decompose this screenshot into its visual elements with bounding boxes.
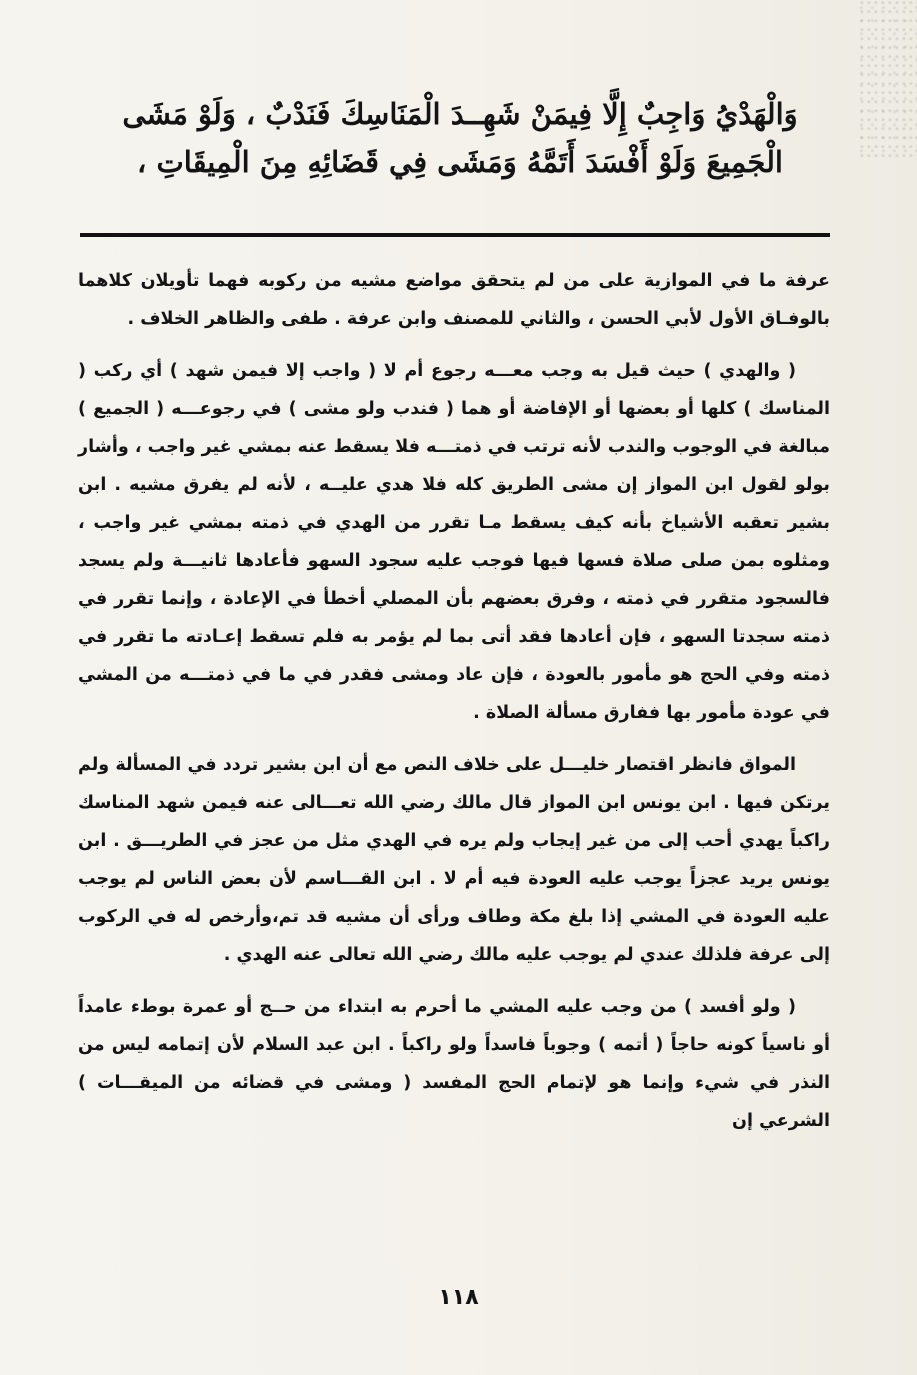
paragraph: ( ولو أفسد ) من وجب عليه المشي ما أحرم به ابتداء من حــج أو عمرة بوطء عامداً أو ناسياً كونه حاجاً ( أتمه ) وجوباً فاسداً ولو راكباً . ابن عبد السلام لأن إتمامه ليس من النذر في شيء وإنما هو لإتمام الحج المفسد ( ومشى في قضائه من الميقـــات ) الشرعي إن — [78, 997, 830, 1131]
matn-line-2: الْجَمِيعَ وَلَوْ أَفْسَدَ أَتَمَّهُ وَمَشَى فِي قَضَائِهِ مِنَ الْمِيقَاتِ ، — [137, 145, 783, 179]
commentary-body — [78, 262, 830, 1154]
page-number: ١١٨ — [438, 1285, 479, 1310]
matn-line-1: وَالْهَدْيُ وَاجِبٌ إِلَّا فِيمَنْ شَهِــدَ الْمَنَاسِكَ فَنَدْبٌ ، وَلَوْ مَشَى — [122, 97, 798, 131]
paragraph: عرفة ما في الموازية على من لم يتحقق مواضع مشيه من ركوبه فهما تأويلان كلاهما بالوفـاق الأول لأبي الحسن ، والثاني للمصنف وابن عرفة . طفى والظاهر الخلاف . — [78, 271, 830, 329]
paragraph: المواق فانظر اقتصار خليـــل على خلاف النص مع أن ابن بشير تردد في المسألة ولم يرتكن فيها . ابن يونس ابن المواز قال مالك رضي الله تعـــالى عنه فيمن شهد المناسك راكباً يهدي أحب إلى من غير إيجاب ولم يره في الهدي مثل من عجز في الطريـــق . ابن يونس يريد عجزاً يوجب عليه العودة فيه أم لا . ابن القـــاسم لأن بعض الناس لم يوجب عليه العودة في المشي إذا بلغ مكة وطاف ورأى أن مشيه قد تم،وأرخص له في الركوب إلى عرفة فلذلك عندي لم يوجب عليه مالك رضي الله تعالى عنه الهدي . — [78, 755, 830, 965]
matn-header — [90, 90, 830, 186]
scan-noise — [857, 0, 917, 160]
paragraph: ( والهدي ) حيث قيل به وجب معـــه رجوع أم لا ( واجب إلا فيمن شهد ) أي ركب ( المناسك ) كلها أو بعضها أو الإفاضة أو هما ( فندب ولو مشى ) في رجوعـــه ( الجميع ) مبالغة في الوجوب والندب لأنه ترتب في ذمتـــه فلا يسقط عنه بمشي غير واجب ، وأشار بولو لقول ابن المواز إن مشى الطريق كله فلا هدي عليــه ، لأنه لم يفرق مشيه . ابن بشير تعقبه الأشياخ بأنه كيف يسقط مـا تقرر من الهدي في ذمته بمشي غير واجب ، ومثلوه بمن صلى صلاة فسها فيها فوجب عليه سجود السهو فأعادها ثانيـــة ولم يسجد فالسجود متقرر في ذمته ، وفرق بعضهم بأن المصلي أخطأ في الإعادة ، وإنما تقرر في ذمته سجدتا السهو ، فإن أعادها فقد أتى بما لم يؤمر به فلم تسقط إعـادته ما تقرر في ذمته وفي الحج هو مأمور بالعودة ، فإن عاد ومشى فقدر في ما في ذمتـــه من المشي في عودة مأمور بها ففارق مسألة الصلاة . — [78, 361, 830, 723]
header-divider — [80, 233, 830, 237]
